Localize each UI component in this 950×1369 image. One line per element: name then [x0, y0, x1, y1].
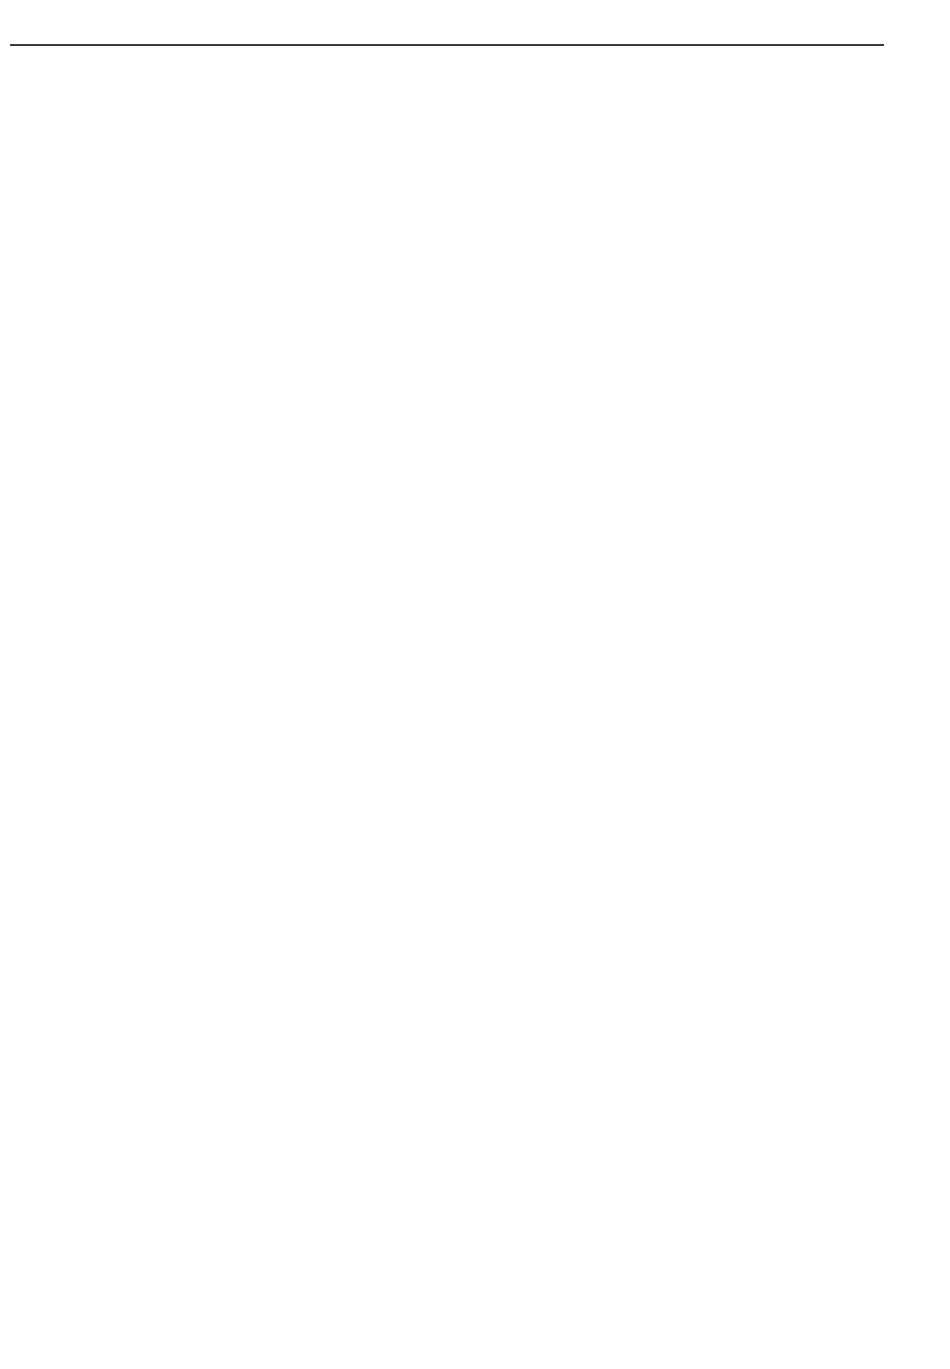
spec-table [10, 82, 884, 112]
page-header [10, 0, 884, 46]
section-heading [230, 82, 884, 112]
document-page [0, 0, 950, 112]
